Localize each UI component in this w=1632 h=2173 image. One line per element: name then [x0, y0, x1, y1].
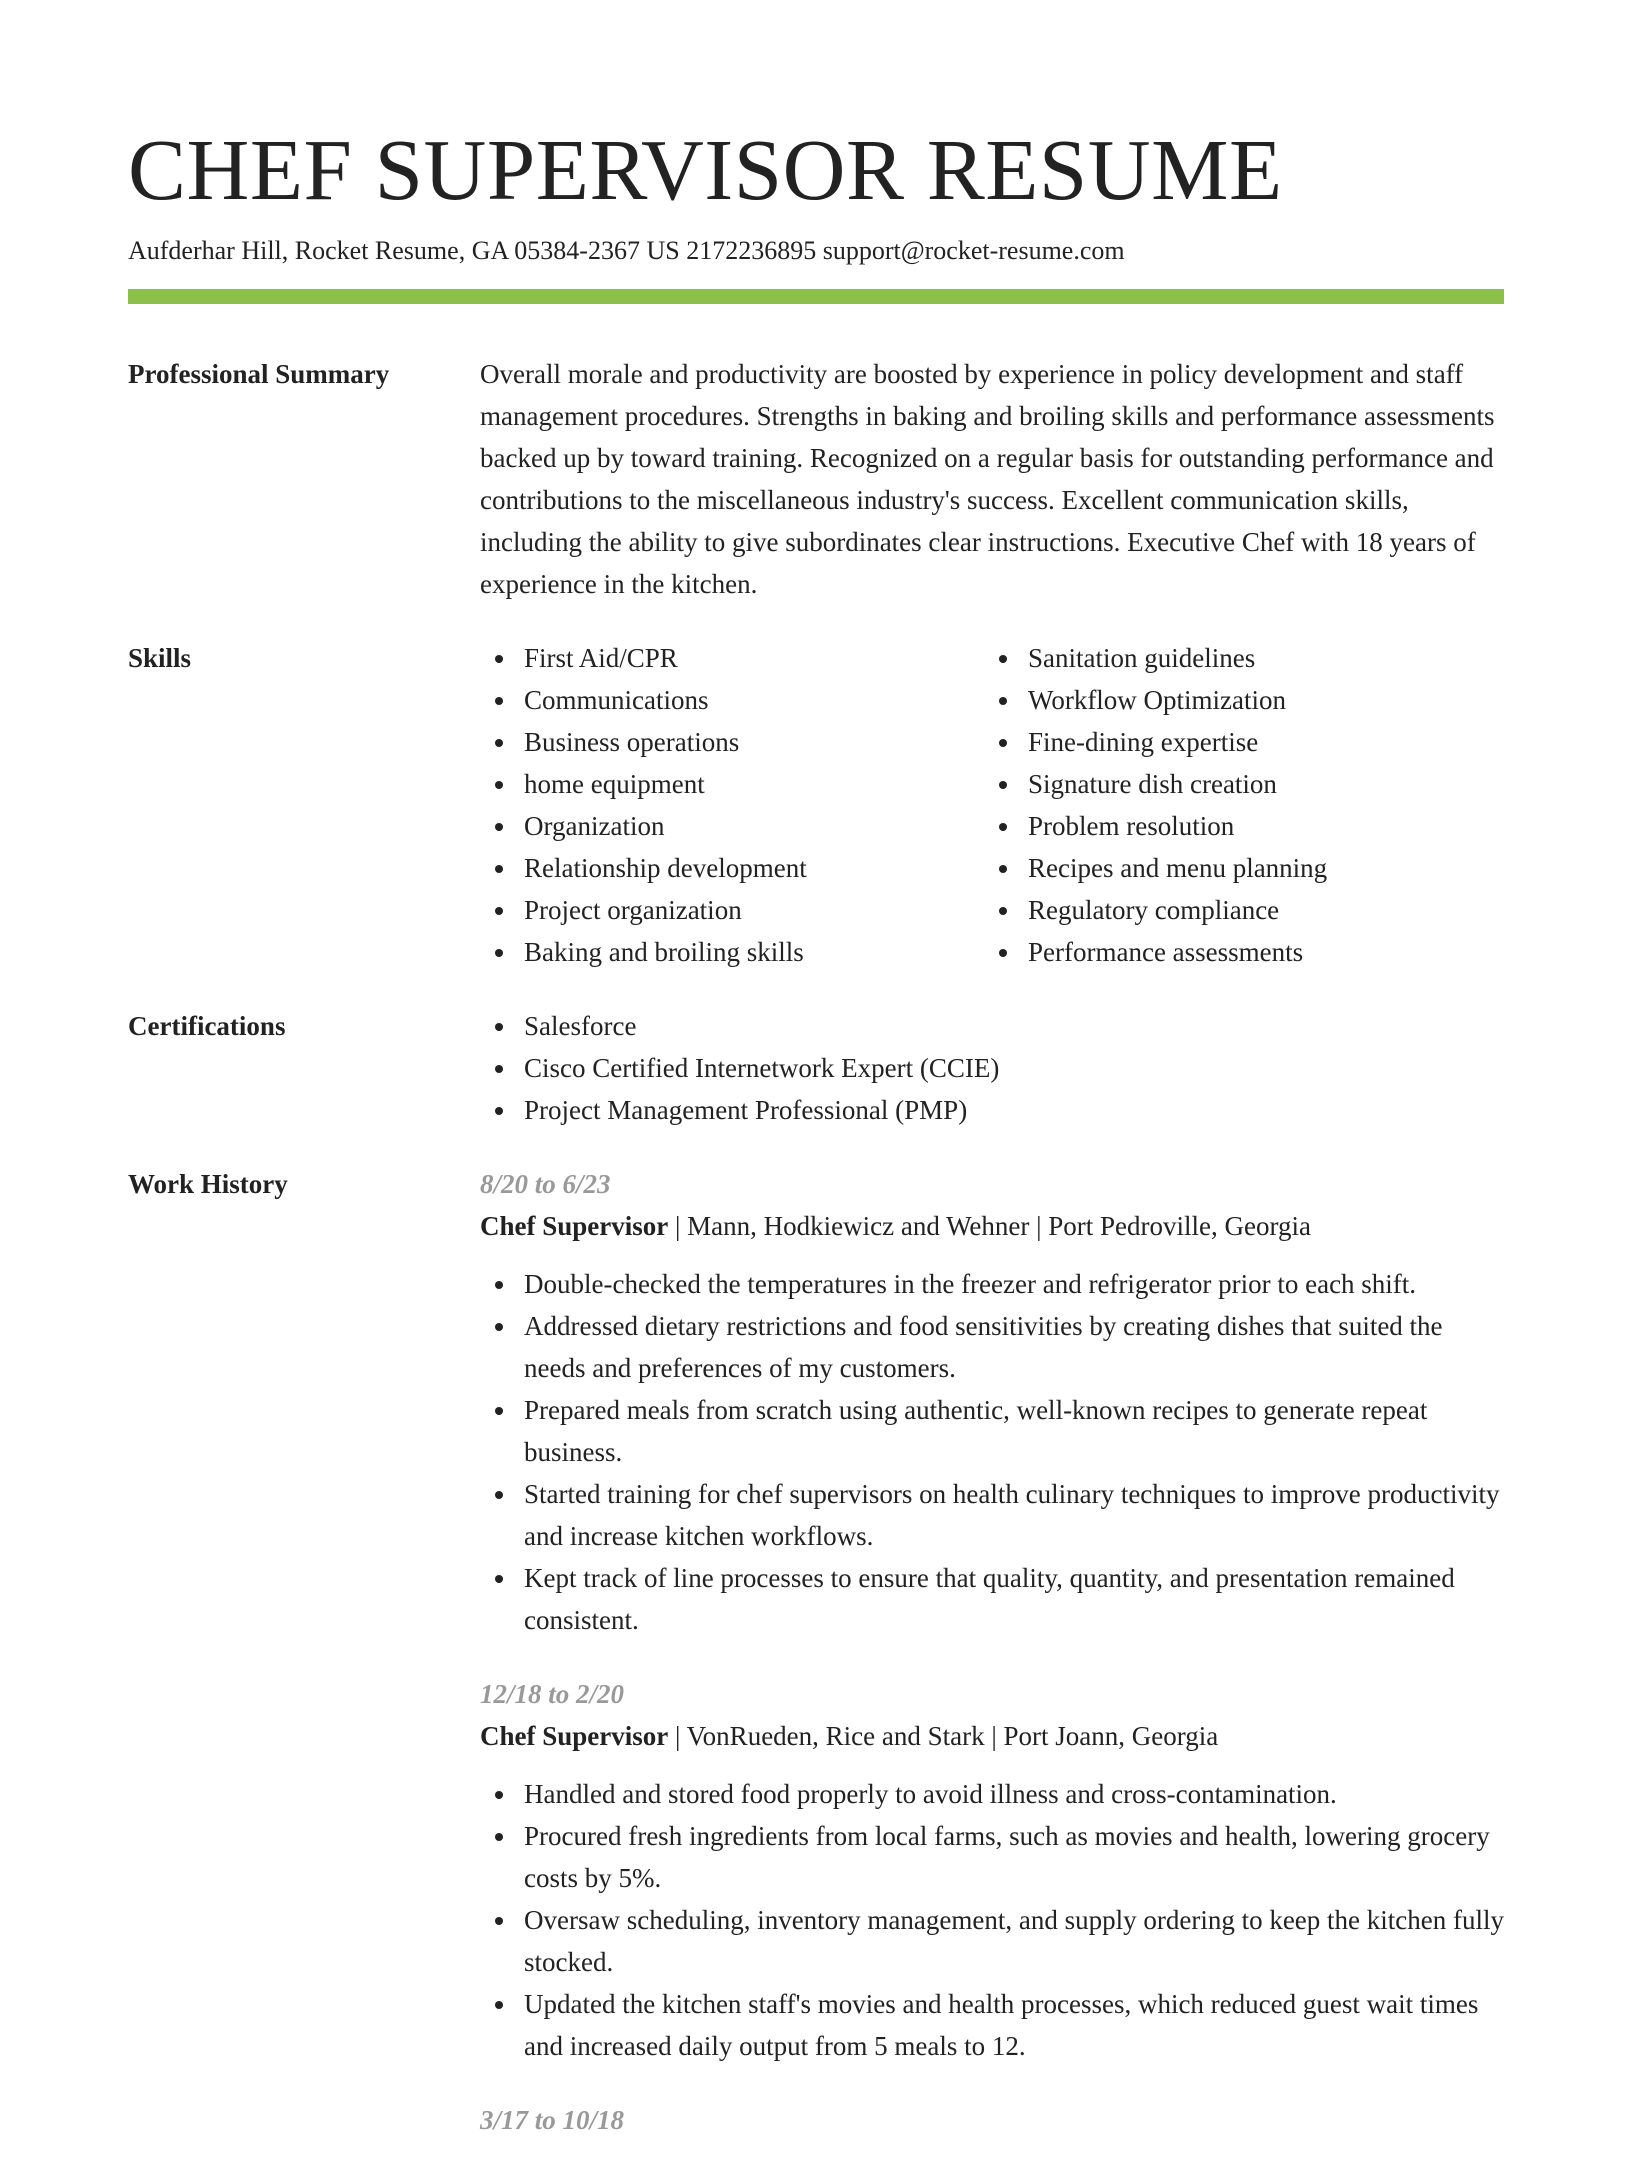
certification-item: Project Management Professional (PMP) [480, 1089, 1504, 1131]
job-bullet: Addressed dietary restrictions and food sensitivities by creating dishes that suited the needs and preferences of my customers. [480, 1305, 1504, 1389]
job-title: Chef Supervisor [480, 1211, 669, 1241]
job-bullet: Handled and stored food properly to avoid illness and cross-contamination. [480, 1773, 1504, 1815]
skill-item: First Aid/CPR [480, 637, 984, 679]
skill-item: Organization [480, 805, 984, 847]
skills-list-right [984, 637, 1488, 973]
job-bullets [480, 1263, 1504, 1641]
work-history-jobs [480, 1163, 1504, 2173]
skill-item: Communications [480, 679, 984, 721]
skills-list-left [480, 637, 984, 973]
resume-page [128, 0, 1504, 2173]
job-bullet: Updated the kitchen staff's movies and health processes, which reduced guest wait times and increased daily output from 5 meals to 12. [480, 1983, 1504, 2067]
skill-item: Regulatory compliance [984, 889, 1488, 931]
job-heading [480, 1715, 1504, 1757]
professional-summary-section [128, 353, 1504, 605]
job-bullet: Kept track of line processes to ensure that quality, quantity, and presentation remained consistent. [480, 1557, 1504, 1641]
accent-divider [128, 289, 1504, 304]
job-bullet: Prepared meals from scratch using authentic, well-known recipes to generate repeat business. [480, 1389, 1504, 1473]
section-label-summary: Professional Summary [128, 359, 390, 389]
job-bullet: Procured fresh ingredients from local farms, such as movies and health, lowering grocery costs by 5%. [480, 1815, 1504, 1899]
summary-text: Overall morale and productivity are boosted by experience in policy development and staff management procedures. Strengths in baking and broiling skills and performance assessments backed up by toward training. Recognized on a regular basis for outstanding performance and contributions to the miscellaneous industry's success. Excellent communication skills, including the ability to give subordinates clear instructions. Executive Chef with 18 years of experience in the kitchen. [480, 359, 1495, 599]
certification-item: Cisco Certified Internetwork Expert (CCIE) [480, 1047, 1504, 1089]
skill-item: Recipes and menu planning [984, 847, 1488, 889]
skill-item: Performance assessments [984, 931, 1488, 973]
skill-item: Sanitation guidelines [984, 637, 1488, 679]
section-label-skills: Skills [128, 643, 192, 673]
skill-item: Workflow Optimization [984, 679, 1488, 721]
job-dates: 12/18 to 2/20 [480, 1679, 625, 1709]
skill-item: Problem resolution [984, 805, 1488, 847]
skills-section [128, 637, 1504, 973]
resume-title: CHEF SUPERVISOR RESUME [128, 121, 1283, 218]
job-entry [480, 2099, 1504, 2141]
job-title: Chef Supervisor [480, 1721, 669, 1751]
job-dates: 3/17 to 10/18 [480, 2105, 625, 2135]
section-label-work-history: Work History [128, 1169, 288, 1199]
skill-item: Fine-dining expertise [984, 721, 1488, 763]
contact-line: Aufderhar Hill, Rocket Resume, GA 05384-2367 US 2172236895 support@rocket-resume.com [128, 236, 1125, 265]
job-details: | Mann, Hodkiewicz and Wehner | Port Pedroville, Georgia [668, 1211, 1311, 1241]
job-entry [480, 1163, 1504, 1641]
certifications-section [128, 1005, 1504, 1131]
skill-item: Project organization [480, 889, 984, 931]
job-heading [480, 1205, 1504, 1247]
work-history-section [128, 1163, 1504, 2173]
certifications-list [480, 1005, 1504, 1131]
job-bullets [480, 1773, 1504, 2067]
job-details: | VonRueden, Rice and Stark | Port Joann, Georgia [668, 1721, 1219, 1751]
certification-item: Salesforce [480, 1005, 1504, 1047]
skill-item: Business operations [480, 721, 984, 763]
job-bullet: Started training for chef supervisors on health culinary techniques to improve productivity and increase kitchen workflows. [480, 1473, 1504, 1557]
section-label-certifications: Certifications [128, 1011, 286, 1041]
skill-item: home equipment [480, 763, 984, 805]
job-entry [480, 1673, 1504, 2067]
skill-item: Baking and broiling skills [480, 931, 984, 973]
job-bullet: Double-checked the temperatures in the freezer and refrigerator prior to each shift. [480, 1263, 1504, 1305]
job-bullet: Oversaw scheduling, inventory management, and supply ordering to keep the kitchen fully stocked. [480, 1899, 1504, 1983]
skill-item: Signature dish creation [984, 763, 1488, 805]
job-dates: 8/20 to 6/23 [480, 1169, 611, 1199]
skill-item: Relationship development [480, 847, 984, 889]
